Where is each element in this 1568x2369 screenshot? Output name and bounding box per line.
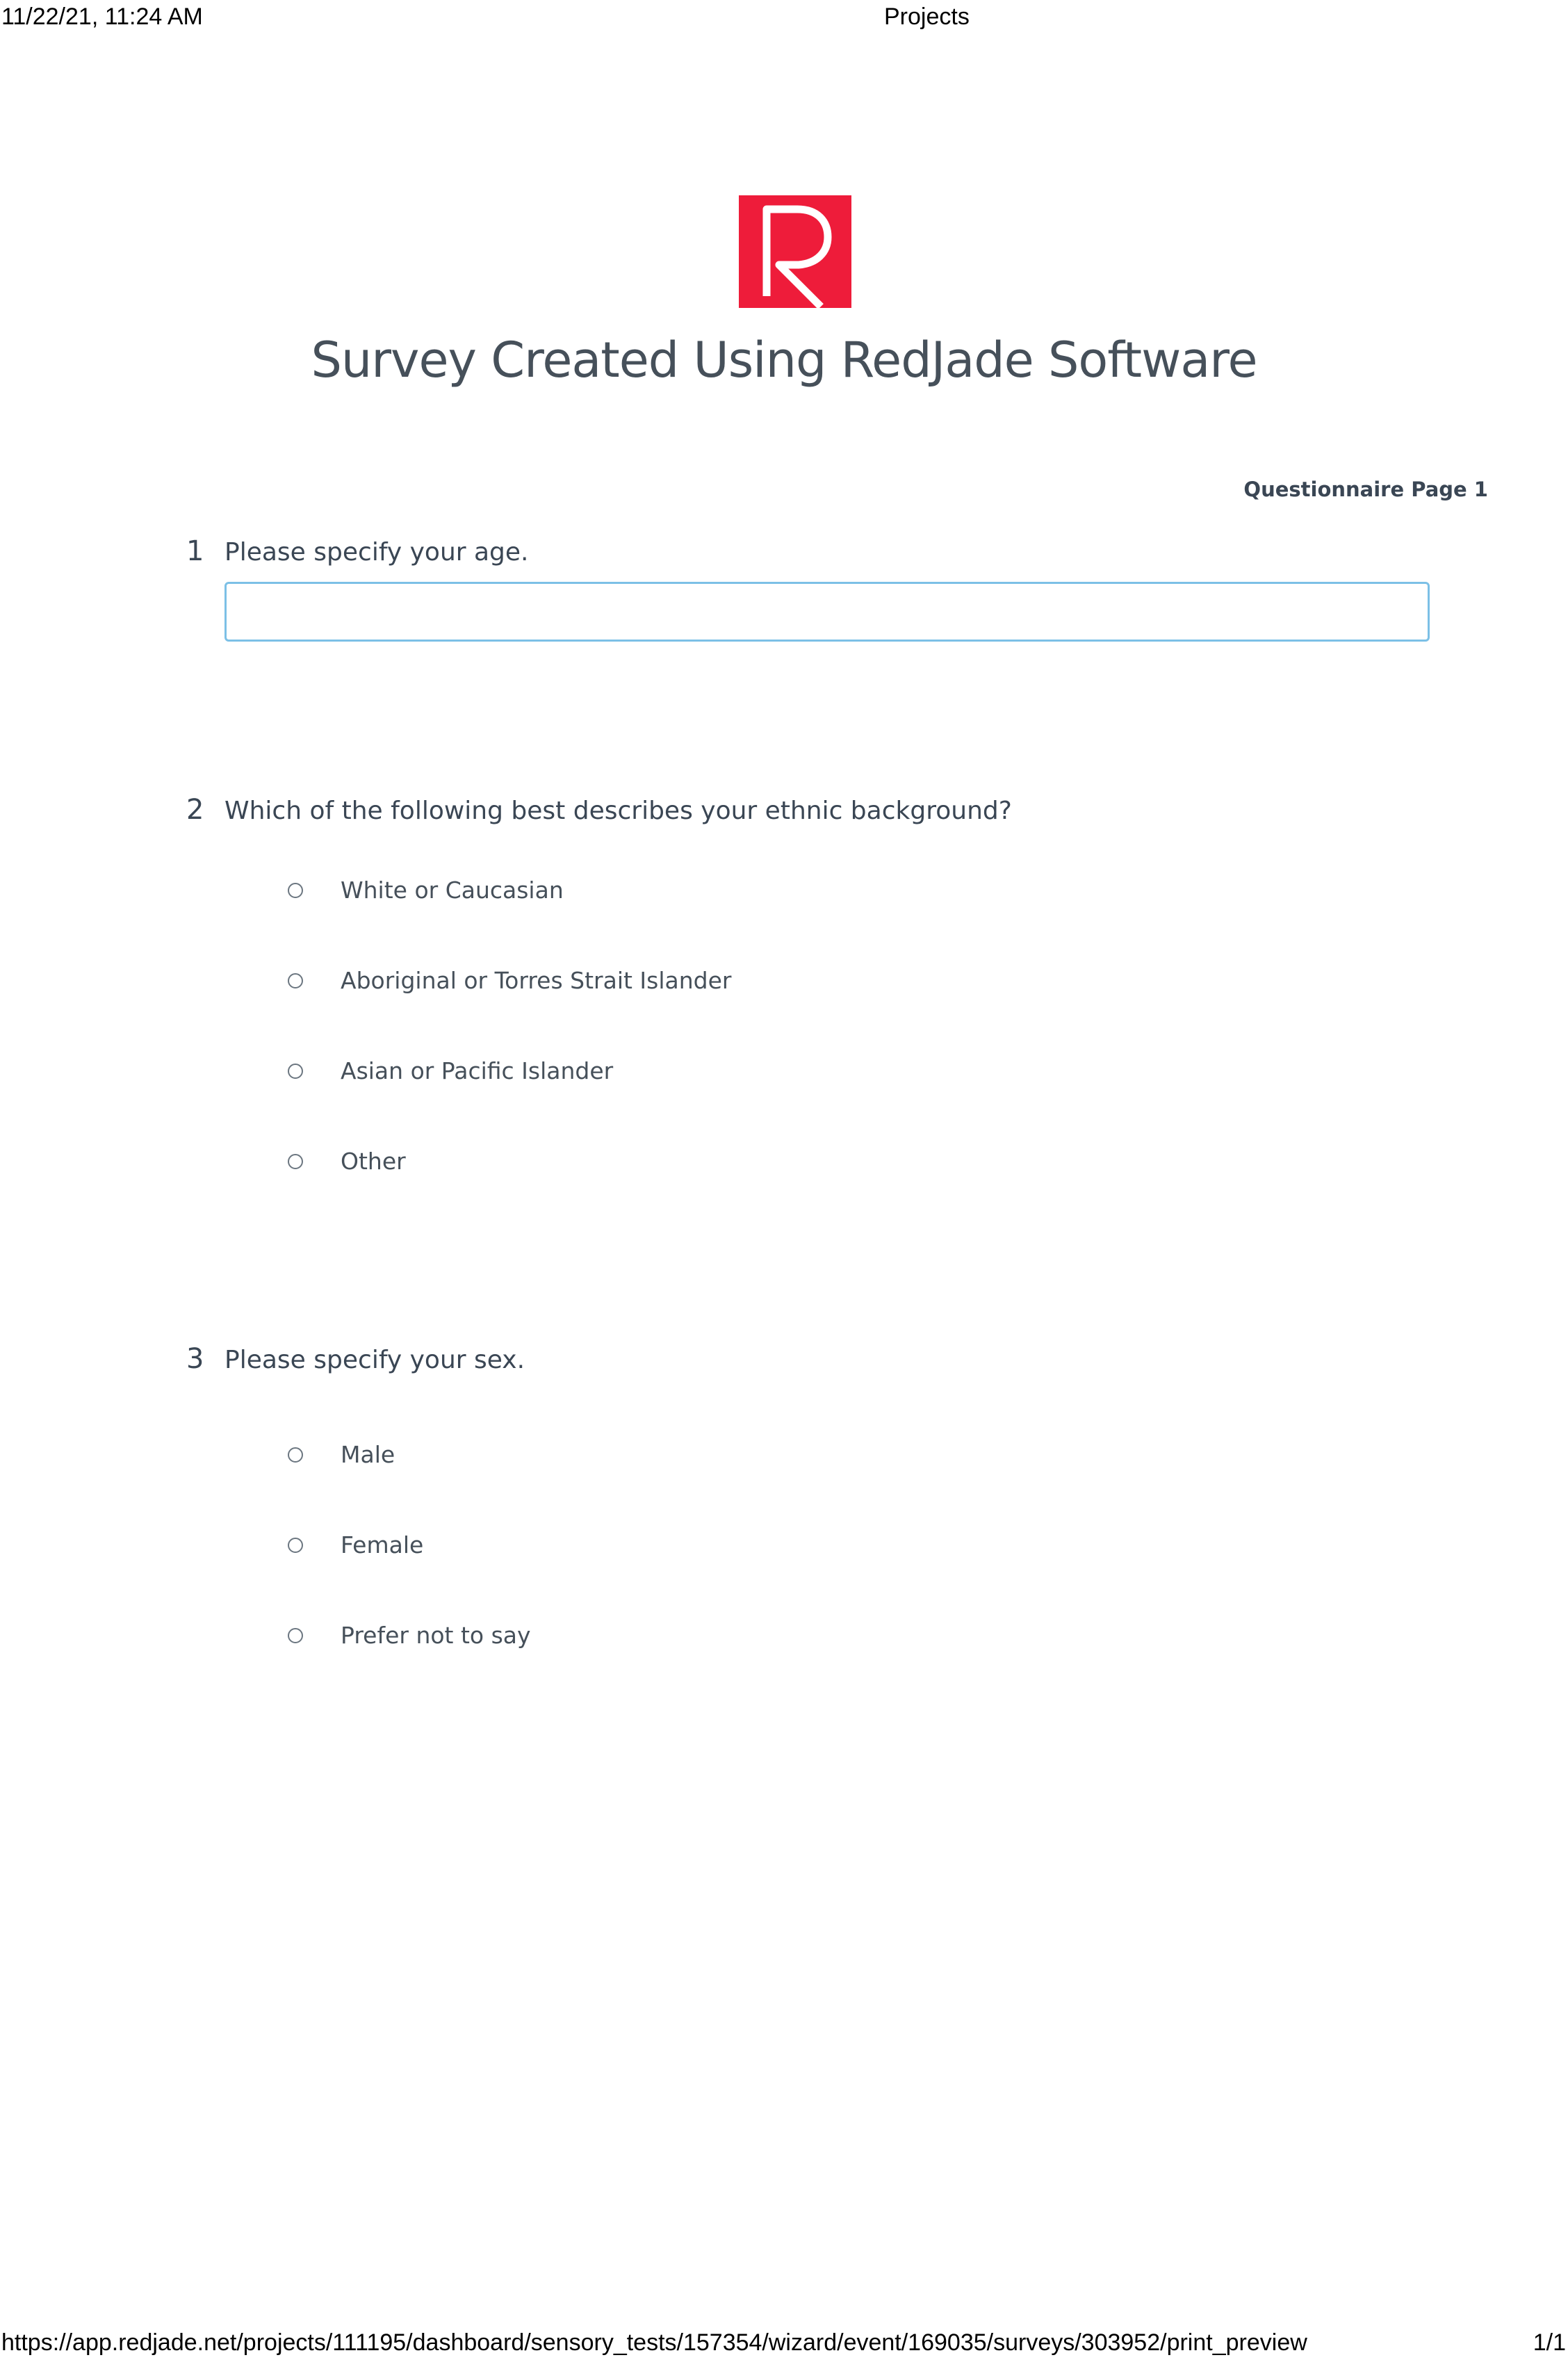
question-2-text: Which of the following best describes your ethnic background? bbox=[224, 797, 1012, 825]
option-male[interactable] bbox=[288, 1438, 395, 1472]
radio-button[interactable] bbox=[288, 1064, 303, 1079]
radio-button[interactable] bbox=[288, 883, 303, 898]
option-asian-or-pacific-islander[interactable] bbox=[288, 1054, 614, 1089]
option-white-or-caucasian[interactable] bbox=[288, 873, 564, 908]
questionnaire-page-label: Questionnaire Page 1 bbox=[1243, 478, 1488, 501]
option-prefer-not-to-say[interactable] bbox=[288, 1618, 531, 1653]
option-label: Prefer not to say bbox=[341, 1622, 531, 1649]
question-3-text: Please specify your sex. bbox=[224, 1346, 525, 1374]
option-label: Asian or Pacific Islander bbox=[341, 1057, 614, 1084]
print-page-number: 1/1 bbox=[1533, 2329, 1566, 2356]
question-3-number: 3 bbox=[186, 1343, 204, 1375]
redjade-r-logo-icon bbox=[739, 195, 851, 308]
option-label: Female bbox=[341, 1531, 424, 1558]
age-input[interactable] bbox=[224, 582, 1430, 642]
question-1-text: Please specify your age. bbox=[224, 538, 529, 567]
question-1-number: 1 bbox=[186, 535, 204, 567]
option-label: Aboriginal or Torres Strait Islander bbox=[341, 967, 732, 994]
option-label: Male bbox=[341, 1441, 395, 1468]
option-aboriginal-or-torres-strait-islander[interactable] bbox=[288, 963, 732, 998]
radio-button[interactable] bbox=[288, 1447, 303, 1463]
radio-button[interactable] bbox=[288, 1154, 303, 1169]
radio-button[interactable] bbox=[288, 1538, 303, 1553]
print-page-title: Projects bbox=[884, 3, 970, 30]
survey-title: Survey Created Using RedJade Software bbox=[311, 332, 1257, 389]
radio-button[interactable] bbox=[288, 1628, 303, 1643]
print-datetime: 11/22/21, 11:24 AM bbox=[1, 3, 203, 30]
option-label: White or Caucasian bbox=[341, 877, 564, 904]
option-female[interactable] bbox=[288, 1528, 424, 1563]
print-url: https://app.redjade.net/projects/111195/dashboard/sensory_tests/157354/wizard/event/169035/surveys/303952/print_preview bbox=[1, 2329, 1307, 2356]
option-label: Other bbox=[341, 1148, 406, 1175]
option-other[interactable] bbox=[288, 1144, 406, 1179]
radio-button[interactable] bbox=[288, 973, 303, 988]
question-2-number: 2 bbox=[186, 794, 204, 826]
